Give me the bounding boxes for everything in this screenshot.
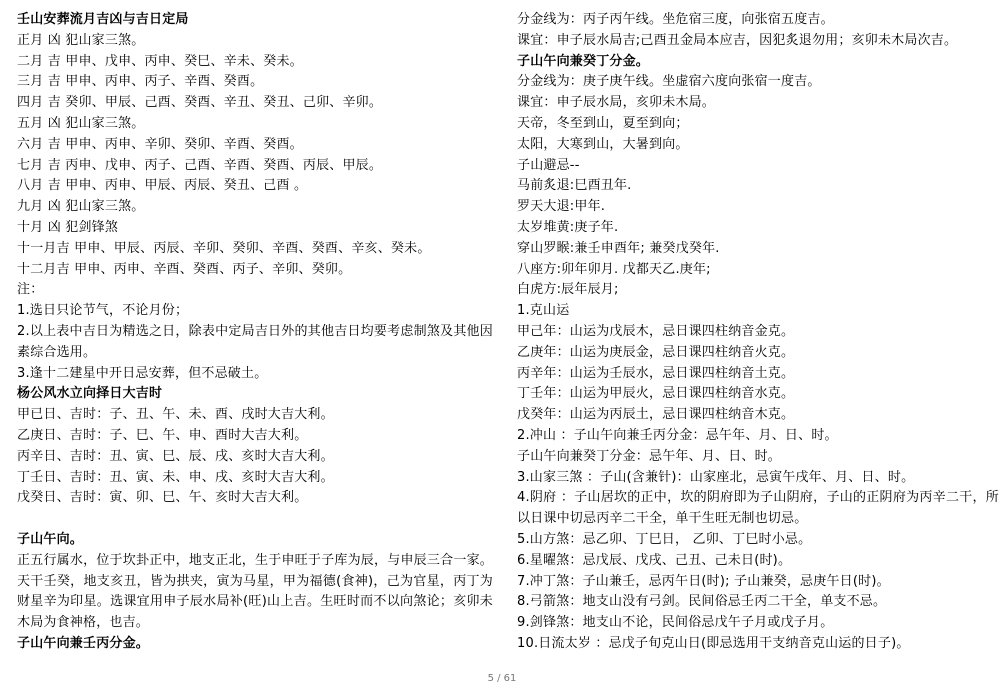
left-column-text-line: 六月 吉 甲申、丙申、辛卯、癸卯、辛酉、癸酉。 xyxy=(17,136,303,152)
right-column-text-line: 丁壬年：山运为甲辰火，忌日课四柱纳音水克。 xyxy=(517,386,795,402)
left-column-text-line: 注： xyxy=(17,282,44,298)
right-column-text-line: 乙庚年：山运为庚辰金，忌日课四柱纳音火克。 xyxy=(517,344,795,360)
left-column-text-line: 五月 凶 犯山家三煞。 xyxy=(17,115,145,131)
left-column-text-line: 二月 吉 甲申、戊申、丙申、癸巳、辛未、癸未。 xyxy=(17,53,303,69)
right-column-text-line: 3.山家三煞 ：子山(含兼针)：山家座北，忌寅午戌年、月、日、时。 xyxy=(517,469,915,485)
left-column-text-line: 丁壬日、吉时：丑、寅、未、申、戌、亥时大吉大利。 xyxy=(17,469,334,485)
right-column-text-line: 子山午向兼癸丁分金：忌午年、月、日、时。 xyxy=(517,448,782,464)
left-column-text-line: 十月 凶 犯剑锋煞 xyxy=(17,219,119,235)
left-column-text-line xyxy=(17,509,493,530)
right-column xyxy=(517,10,999,655)
right-column-text-line: 课宜：申子辰水局吉;己酉丑金局本应吉，因犯炙退勿用；亥卯未木局次吉。 xyxy=(517,32,958,48)
left-column-heading: 子山午向兼壬丙分金。 xyxy=(17,635,150,651)
left-column-text-line: 八月 吉 甲申、丙申、甲辰、丙辰、癸丑、己酉 。 xyxy=(17,178,308,194)
left-column-text-line: 七月 吉 丙申、戊申、丙子、己酉、辛酉、癸酉、丙辰、甲辰。 xyxy=(17,157,383,173)
right-column-text-line: 白虎方:辰年辰月; xyxy=(517,282,619,298)
right-column-text-line: 子山避忌-- xyxy=(517,157,580,173)
right-column-text-line: 甲己年：山运为戊辰木，忌日课四柱纳音金克。 xyxy=(517,323,795,339)
left-column-text-line: 十二月吉 甲申、丙申、辛酉、癸酉、丙子、辛卯、癸卯。 xyxy=(17,261,352,277)
right-column-text-line: 2.冲山 ：子山午向兼壬丙分金：忌午年、月、日、时。 xyxy=(517,427,838,443)
right-column-text-line: 丙辛年：山运为壬辰水，忌日课四柱纳音土克。 xyxy=(517,365,795,381)
page-number: 5 / 61 xyxy=(487,673,517,684)
left-column-text-line: 四月 吉 癸卯、甲辰、己酉、癸酉、辛丑、癸丑、己卯、辛卯。 xyxy=(17,95,383,111)
left-column-text-line: 丙辛日、吉时：丑、寅、巳、辰、戌、亥时大吉大利。 xyxy=(17,448,334,464)
left-column-text-line: 2.以上表中吉日为精选之日，除表中定局吉日外的其他吉日均要考虑制煞及其他因素综合选用。 xyxy=(17,323,493,360)
left-column-text-line: 甲已日、吉时：子、丑、午、未、酉、戌时大吉大利。 xyxy=(17,407,334,423)
right-column-text-line: 穿山罗睺:兼壬申酉年; 兼癸戊癸年. xyxy=(517,240,720,256)
left-column-heading: 壬山安葬流月吉凶与吉日定局 xyxy=(17,12,189,27)
right-column-text-line: 课宜：申子辰水局，亥卯未木局。 xyxy=(517,95,716,111)
right-column-text-line: 4.阴府 ：子山居坎的正中，坎的阴府即为子山阴府，子山的正阴府为丙辛二干，所以日课中切忌丙辛二干全，单干生旺无制也切忌。 xyxy=(517,490,999,527)
left-column-text-line: 正五行属水，位于坎卦正中，地支正北，生于申旺于子库为辰，与申辰三合一家。天干壬癸，地支亥丑，皆为拱夹，寅为马星，甲为福德(食神)，己为官星，丙丁为财星辛为印星。选课宜用申子辰水局补(旺)山上吉。生旺时而不以向煞论；亥卯未木局为食神格，也吉。 xyxy=(17,552,493,631)
right-column-text-line: 马前炙退:巳酉丑年. xyxy=(517,178,632,194)
right-column-text-line: 1.克山运 xyxy=(517,303,570,319)
left-column-text-line: 三月 吉 甲申、丙申、丙子、辛酉、癸酉。 xyxy=(17,74,264,90)
right-column-text-line: 6.星曜煞：忌戊辰、戊戌、己丑、己未日(时)。 xyxy=(517,552,792,568)
right-column-heading: 子山午向兼癸丁分金。 xyxy=(517,53,650,69)
right-column-text-line: 八座方:卯年卯月. 戊都天乙.庚年; xyxy=(517,261,711,277)
left-column-heading: 杨公风水立向择日大吉时 xyxy=(17,386,163,402)
left-column-text-line: 九月 凶 犯山家三煞。 xyxy=(17,199,145,215)
right-column-text-line: 9.剑锋煞：地支山不论，民间俗忌戊午子月或戊子月。 xyxy=(517,615,834,631)
left-column-text-line: 戊癸日、吉时：寅、卯、巳、午、亥时大吉大利。 xyxy=(17,490,308,506)
right-column-text-line: 戊癸年：山运为丙辰土，忌日课四柱纳音木克。 xyxy=(517,407,795,423)
left-column xyxy=(17,10,493,655)
right-column-text-line: 罗天大退:甲年. xyxy=(517,199,606,215)
right-column-text-line: 8.弓箭煞：地支山没有弓剑。民间俗忌壬丙二干全，单支不忌。 xyxy=(517,594,887,610)
left-column-text-line: 乙庚日、吉时：子、巳、午、申、酉时大吉大利。 xyxy=(17,427,308,443)
right-column-text-line: 太阳，大寒到山，大暑到向。 xyxy=(517,136,689,152)
left-column-text-line: 1.选日只论节气，不论月份； xyxy=(17,303,189,319)
right-column-text-line: 天帝，冬至到山，夏至到向； xyxy=(517,115,689,131)
left-column-text-line: 正月 凶 犯山家三煞。 xyxy=(17,32,145,48)
right-column-text-line: 太岁堆黄:庚子年. xyxy=(517,219,619,235)
right-column-text-line: 分金线为：庚子庚午线。坐虚宿六度向张宿一度吉。 xyxy=(517,74,821,90)
left-column-heading: 子山午向。 xyxy=(17,531,84,547)
right-column-text-line: 7.冲丁煞：子山兼壬，忌丙午日(时); 子山兼癸，忌庚午日(时)。 xyxy=(517,573,890,589)
left-column-text-line: 3.逢十二建星中开日忌安葬，但不忌破土。 xyxy=(17,365,268,381)
left-column-text-line: 十一月吉 甲申、甲辰、丙辰、辛卯、癸卯、辛酉、癸酉、辛亥、癸未。 xyxy=(17,240,431,256)
right-column-text-line: 10.日流太岁 ：忌戊子旬克山日(即忌选用干支纳音克山运的日子)。 xyxy=(517,635,910,651)
right-column-text-line: 分金线为：丙子丙午线。坐危宿三度，向张宿五度吉。 xyxy=(517,12,834,27)
right-column-text-line: 5.山方煞：忌乙卯、丁巳日， 乙卯、丁巳时小忌。 xyxy=(517,531,812,547)
